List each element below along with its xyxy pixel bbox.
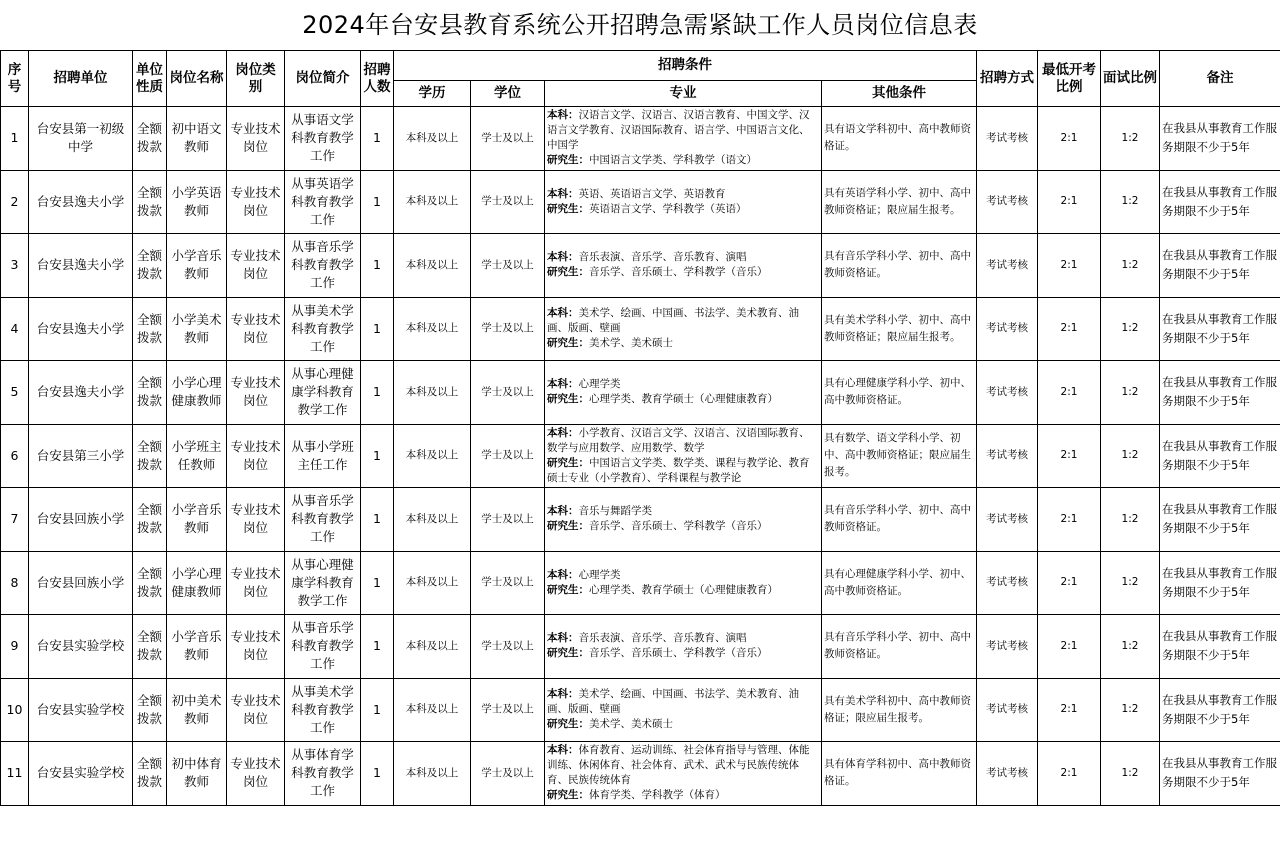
unit-cell: 台安县第一初级中学 [29, 107, 133, 171]
header-unit: 招聘单位 [29, 51, 133, 107]
remarks-cell: 在我县从事教育工作服务期限不少于5年 [1160, 361, 1280, 425]
seq-cell: 9 [1, 615, 29, 679]
other-conditions-cell: 具有美术学科小学、初中、高中教师资格证；限应届生报考。 [822, 297, 977, 361]
post-name-cell: 小学心理健康教师 [167, 361, 227, 425]
post-category-cell: 专业技术岗位 [227, 615, 285, 679]
post-category-cell: 专业技术岗位 [227, 297, 285, 361]
header-conditions: 招聘条件 [394, 51, 977, 81]
header-min-ratio: 最低开考比例 [1038, 51, 1101, 107]
seq-cell: 3 [1, 234, 29, 298]
remarks-cell: 在我县从事教育工作服务期限不少于5年 [1160, 742, 1280, 806]
education-cell: 本科及以上 [394, 297, 471, 361]
post-name-cell: 小学音乐教师 [167, 234, 227, 298]
major-level-label: 研究生： [547, 154, 589, 167]
unit-cell: 台安县第三小学 [29, 424, 133, 488]
major-list: 中国语言文学类、学科教学（语文） [589, 154, 757, 167]
education-cell: 本科及以上 [394, 107, 471, 171]
major-list: 心理学类 [578, 378, 621, 391]
post-category-cell: 专业技术岗位 [227, 678, 285, 742]
degree-cell: 学士及以上 [471, 297, 545, 361]
remarks-cell: 在我县从事教育工作服务期限不少于5年 [1160, 615, 1280, 679]
major-level-label: 本科： [547, 109, 579, 122]
major-level-label: 研究生： [547, 337, 589, 350]
major-level-label: 研究生： [547, 789, 589, 802]
unit-type-cell: 全额拨款 [133, 551, 167, 615]
seq-cell: 6 [1, 424, 29, 488]
education-cell: 本科及以上 [394, 551, 471, 615]
post-category-cell: 专业技术岗位 [227, 551, 285, 615]
interview-ratio-cell: 1:2 [1101, 424, 1160, 488]
post-intro-cell: 从事英语学科教育教学工作 [285, 170, 361, 234]
education-cell: 本科及以上 [394, 742, 471, 806]
table-row [1, 615, 1280, 679]
min-ratio-cell: 2:1 [1038, 361, 1101, 425]
major-line [547, 631, 819, 646]
remarks-cell: 在我县从事教育工作服务期限不少于5年 [1160, 234, 1280, 298]
unit-cell: 台安县实验学校 [29, 615, 133, 679]
count-cell: 1 [361, 742, 394, 806]
major-line [547, 377, 819, 392]
major-line [547, 265, 819, 280]
post-category-cell: 专业技术岗位 [227, 170, 285, 234]
post-intro-cell: 从事小学班主任工作 [285, 424, 361, 488]
other-conditions-cell: 具有英语学科小学、初中、高中教师资格证；限应届生报考。 [822, 170, 977, 234]
major-cell [545, 488, 822, 552]
major-list: 中国语言文学类、数学类、课程与教学论、教育硕士专业（小学教育）、学科课程与教学论 [547, 456, 810, 484]
header-education: 学历 [394, 81, 471, 107]
major-level-label: 研究生： [547, 202, 589, 215]
education-cell: 本科及以上 [394, 424, 471, 488]
other-conditions-cell: 具有心理健康学科小学、初中、高中教师资格证。 [822, 361, 977, 425]
major-line [547, 687, 819, 717]
major-level-label: 本科： [547, 744, 579, 757]
major-list: 心理学类 [578, 568, 621, 581]
major-cell [545, 361, 822, 425]
interview-ratio-cell: 1:2 [1101, 234, 1160, 298]
unit-type-cell: 全额拨款 [133, 107, 167, 171]
page-title: 2024年台安县教育系统公开招聘急需紧缺工作人员岗位信息表 [302, 11, 978, 39]
table-row [1, 361, 1280, 425]
major-line [547, 788, 819, 803]
major-level-label: 本科： [547, 187, 579, 200]
post-intro-cell: 从事心理健康学科教育教学工作 [285, 551, 361, 615]
recruitment-table [0, 50, 1280, 806]
table-row [1, 107, 1280, 171]
interview-ratio-cell: 1:2 [1101, 488, 1160, 552]
major-level-label: 本科： [547, 568, 579, 581]
post-name-cell: 初中语文教师 [167, 107, 227, 171]
table-row [1, 551, 1280, 615]
interview-ratio-cell: 1:2 [1101, 361, 1160, 425]
table-row [1, 297, 1280, 361]
post-name-cell: 小学美术教师 [167, 297, 227, 361]
min-ratio-cell: 2:1 [1038, 742, 1101, 806]
major-level-label: 本科： [547, 251, 579, 264]
table-row [1, 170, 1280, 234]
count-cell: 1 [361, 488, 394, 552]
major-list: 汉语言文学、汉语言、汉语言教育、中国文学、汉语言文学教育、汉语国际教育、语言学、中国语言文化、中国学 [547, 109, 810, 152]
min-ratio-cell: 2:1 [1038, 234, 1101, 298]
unit-cell: 台安县实验学校 [29, 678, 133, 742]
major-line [547, 646, 819, 661]
table-row [1, 488, 1280, 552]
header-method: 招聘方式 [977, 51, 1038, 107]
method-cell: 考试考核 [977, 107, 1038, 171]
unit-type-cell: 全额拨款 [133, 615, 167, 679]
major-line [547, 306, 819, 336]
major-cell [545, 170, 822, 234]
other-conditions-cell: 具有美术学科初中、高中教师资格证；限应届生报考。 [822, 678, 977, 742]
post-intro-cell: 从事体育学科教育教学工作 [285, 742, 361, 806]
post-intro-cell: 从事音乐学科教育教学工作 [285, 615, 361, 679]
header-post-category: 岗位类别 [227, 51, 285, 107]
header-degree: 学位 [471, 81, 545, 107]
major-list: 音乐学、音乐硕士、学科教学（音乐） [589, 647, 768, 660]
major-list: 美术学、绘画、中国画、书法学、美术教育、油画、版画、壁画 [547, 307, 799, 335]
major-list: 音乐表演、音乐学、音乐教育、演唱 [578, 632, 747, 645]
major-list: 音乐学、音乐硕士、学科教学（音乐） [589, 520, 768, 533]
major-line [547, 392, 819, 407]
post-name-cell: 初中美术教师 [167, 678, 227, 742]
header-post-intro: 岗位简介 [285, 51, 361, 107]
interview-ratio-cell: 1:2 [1101, 297, 1160, 361]
major-list: 音乐与舞蹈学类 [578, 505, 652, 518]
post-name-cell: 小学心理健康教师 [167, 551, 227, 615]
table-row [1, 678, 1280, 742]
method-cell: 考试考核 [977, 297, 1038, 361]
interview-ratio-cell: 1:2 [1101, 742, 1160, 806]
major-level-label: 研究生： [547, 393, 589, 406]
major-cell [545, 424, 822, 488]
education-cell: 本科及以上 [394, 678, 471, 742]
education-cell: 本科及以上 [394, 170, 471, 234]
seq-cell: 10 [1, 678, 29, 742]
table-row [1, 742, 1280, 806]
major-list: 体育学类、学科教学（体育） [589, 789, 726, 802]
count-cell: 1 [361, 615, 394, 679]
major-list: 音乐学、音乐硕士、学科教学（音乐） [589, 266, 768, 279]
major-list: 小学教育、汉语言文学、汉语言、汉语国际教育、数学与应用数学、应用数学、数学 [547, 426, 810, 454]
unit-cell: 台安县逸夫小学 [29, 297, 133, 361]
header-remarks: 备注 [1160, 51, 1280, 107]
major-level-label: 本科： [547, 307, 579, 320]
other-conditions-cell: 具有数学、语文学科小学、初中、高中教师资格证；限应届生报考。 [822, 424, 977, 488]
count-cell: 1 [361, 424, 394, 488]
major-cell [545, 107, 822, 171]
seq-cell: 5 [1, 361, 29, 425]
remarks-cell: 在我县从事教育工作服务期限不少于5年 [1160, 107, 1280, 171]
method-cell: 考试考核 [977, 742, 1038, 806]
header-major: 专业 [545, 81, 822, 107]
major-list: 美术学、美术硕士 [589, 718, 673, 731]
major-list: 英语、英语语言文学、英语教育 [578, 187, 726, 200]
seq-cell: 8 [1, 551, 29, 615]
degree-cell: 学士及以上 [471, 551, 545, 615]
major-list: 音乐表演、音乐学、音乐教育、演唱 [578, 251, 747, 264]
major-line [547, 568, 819, 583]
count-cell: 1 [361, 234, 394, 298]
major-cell [545, 297, 822, 361]
major-cell [545, 551, 822, 615]
table-row [1, 234, 1280, 298]
unit-cell: 台安县逸夫小学 [29, 170, 133, 234]
post-category-cell: 专业技术岗位 [227, 488, 285, 552]
major-line [547, 187, 819, 202]
count-cell: 1 [361, 297, 394, 361]
post-category-cell: 专业技术岗位 [227, 107, 285, 171]
major-line [547, 108, 819, 153]
seq-cell: 4 [1, 297, 29, 361]
table-body [1, 107, 1280, 806]
table-row [1, 424, 1280, 488]
major-list: 英语语言文学、学科教学（英语） [589, 202, 747, 215]
method-cell: 考试考核 [977, 424, 1038, 488]
remarks-cell: 在我县从事教育工作服务期限不少于5年 [1160, 551, 1280, 615]
major-level-label: 研究生： [547, 456, 589, 469]
count-cell: 1 [361, 361, 394, 425]
major-cell [545, 678, 822, 742]
unit-type-cell: 全额拨款 [133, 297, 167, 361]
other-conditions-cell: 具有体育学科初中、高中教师资格证。 [822, 742, 977, 806]
seq-cell: 2 [1, 170, 29, 234]
major-cell [545, 234, 822, 298]
min-ratio-cell: 2:1 [1038, 551, 1101, 615]
post-name-cell: 小学英语教师 [167, 170, 227, 234]
interview-ratio-cell: 1:2 [1101, 170, 1160, 234]
min-ratio-cell: 2:1 [1038, 424, 1101, 488]
remarks-cell: 在我县从事教育工作服务期限不少于5年 [1160, 170, 1280, 234]
header-other: 其他条件 [822, 81, 977, 107]
other-conditions-cell: 具有心理健康学科小学、初中、高中教师资格证。 [822, 551, 977, 615]
seq-cell: 11 [1, 742, 29, 806]
interview-ratio-cell: 1:2 [1101, 107, 1160, 171]
post-intro-cell: 从事语文学科教育教学工作 [285, 107, 361, 171]
method-cell: 考试考核 [977, 615, 1038, 679]
major-line [547, 202, 819, 217]
post-intro-cell: 从事音乐学科教育教学工作 [285, 234, 361, 298]
min-ratio-cell: 2:1 [1038, 488, 1101, 552]
major-line [547, 153, 819, 168]
method-cell: 考试考核 [977, 361, 1038, 425]
major-line [547, 456, 819, 486]
major-list: 体育教育、运动训练、社会体育指导与管理、体能训练、休闲体育、社会体育、武术、武术与民族传统体育、民族传统体育 [547, 744, 810, 787]
unit-type-cell: 全额拨款 [133, 488, 167, 552]
major-list: 美术学、绘画、中国画、书法学、美术教育、油画、版画、壁画 [547, 688, 799, 716]
degree-cell: 学士及以上 [471, 424, 545, 488]
degree-cell: 学士及以上 [471, 678, 545, 742]
post-intro-cell: 从事心理健康学科教育教学工作 [285, 361, 361, 425]
major-list: 美术学、美术硕士 [589, 337, 673, 350]
unit-type-cell: 全额拨款 [133, 361, 167, 425]
method-cell: 考试考核 [977, 170, 1038, 234]
major-line [547, 336, 819, 351]
other-conditions-cell: 具有音乐学科小学、初中、高中教师资格证。 [822, 234, 977, 298]
unit-cell: 台安县逸夫小学 [29, 361, 133, 425]
degree-cell: 学士及以上 [471, 170, 545, 234]
method-cell: 考试考核 [977, 488, 1038, 552]
remarks-cell: 在我县从事教育工作服务期限不少于5年 [1160, 297, 1280, 361]
method-cell: 考试考核 [977, 551, 1038, 615]
post-category-cell: 专业技术岗位 [227, 424, 285, 488]
major-level-label: 本科： [547, 426, 579, 439]
major-level-label: 研究生： [547, 266, 589, 279]
other-conditions-cell: 具有音乐学科小学、初中、高中教师资格证。 [822, 615, 977, 679]
education-cell: 本科及以上 [394, 615, 471, 679]
major-level-label: 本科： [547, 632, 579, 645]
post-name-cell: 初中体育教师 [167, 742, 227, 806]
major-level-label: 研究生： [547, 718, 589, 731]
min-ratio-cell: 2:1 [1038, 170, 1101, 234]
degree-cell: 学士及以上 [471, 615, 545, 679]
unit-type-cell: 全额拨款 [133, 170, 167, 234]
min-ratio-cell: 2:1 [1038, 615, 1101, 679]
major-line [547, 743, 819, 788]
unit-type-cell: 全额拨款 [133, 234, 167, 298]
unit-cell: 台安县回族小学 [29, 488, 133, 552]
degree-cell: 学士及以上 [471, 234, 545, 298]
unit-cell: 台安县回族小学 [29, 551, 133, 615]
major-level-label: 本科： [547, 378, 579, 391]
major-list: 心理学类、教育学硕士（心理健康教育） [589, 393, 778, 406]
education-cell: 本科及以上 [394, 234, 471, 298]
post-name-cell: 小学班主任教师 [167, 424, 227, 488]
unit-cell: 台安县实验学校 [29, 742, 133, 806]
degree-cell: 学士及以上 [471, 107, 545, 171]
min-ratio-cell: 2:1 [1038, 297, 1101, 361]
major-line [547, 426, 819, 456]
major-cell [545, 615, 822, 679]
major-level-label: 研究生： [547, 520, 589, 533]
major-level-label: 本科： [547, 505, 579, 518]
post-name-cell: 小学音乐教师 [167, 488, 227, 552]
interview-ratio-cell: 1:2 [1101, 615, 1160, 679]
major-list: 心理学类、教育学硕士（心理健康教育） [589, 583, 778, 596]
other-conditions-cell: 具有音乐学科小学、初中、高中教师资格证。 [822, 488, 977, 552]
post-intro-cell: 从事美术学科教育教学工作 [285, 297, 361, 361]
remarks-cell: 在我县从事教育工作服务期限不少于5年 [1160, 678, 1280, 742]
min-ratio-cell: 2:1 [1038, 107, 1101, 171]
major-line [547, 250, 819, 265]
major-level-label: 研究生： [547, 647, 589, 660]
remarks-cell: 在我县从事教育工作服务期限不少于5年 [1160, 424, 1280, 488]
degree-cell: 学士及以上 [471, 742, 545, 806]
post-intro-cell: 从事音乐学科教育教学工作 [285, 488, 361, 552]
post-category-cell: 专业技术岗位 [227, 742, 285, 806]
remarks-cell: 在我县从事教育工作服务期限不少于5年 [1160, 488, 1280, 552]
unit-cell: 台安县逸夫小学 [29, 234, 133, 298]
header-unit-type: 单位性质 [133, 51, 167, 107]
method-cell: 考试考核 [977, 234, 1038, 298]
min-ratio-cell: 2:1 [1038, 678, 1101, 742]
degree-cell: 学士及以上 [471, 488, 545, 552]
education-cell: 本科及以上 [394, 361, 471, 425]
unit-type-cell: 全额拨款 [133, 742, 167, 806]
interview-ratio-cell: 1:2 [1101, 551, 1160, 615]
header-count: 招聘人数 [361, 51, 394, 107]
post-category-cell: 专业技术岗位 [227, 361, 285, 425]
degree-cell: 学士及以上 [471, 361, 545, 425]
header-post-name: 岗位名称 [167, 51, 227, 107]
post-name-cell: 小学音乐教师 [167, 615, 227, 679]
interview-ratio-cell: 1:2 [1101, 678, 1160, 742]
major-line [547, 504, 819, 519]
count-cell: 1 [361, 170, 394, 234]
major-cell [545, 742, 822, 806]
education-cell: 本科及以上 [394, 488, 471, 552]
count-cell: 1 [361, 551, 394, 615]
major-level-label: 研究生： [547, 583, 589, 596]
header-interview-ratio: 面试比例 [1101, 51, 1160, 107]
header-seq: 序号 [1, 51, 29, 107]
major-line [547, 519, 819, 534]
major-level-label: 本科： [547, 688, 579, 701]
count-cell: 1 [361, 678, 394, 742]
post-intro-cell: 从事美术学科教育教学工作 [285, 678, 361, 742]
other-conditions-cell: 具有语文学科初中、高中教师资格证。 [822, 107, 977, 171]
unit-type-cell: 全额拨款 [133, 424, 167, 488]
seq-cell: 1 [1, 107, 29, 171]
major-line [547, 583, 819, 598]
seq-cell: 7 [1, 488, 29, 552]
post-category-cell: 专业技术岗位 [227, 234, 285, 298]
major-line [547, 717, 819, 732]
unit-type-cell: 全额拨款 [133, 678, 167, 742]
method-cell: 考试考核 [977, 678, 1038, 742]
count-cell: 1 [361, 107, 394, 171]
